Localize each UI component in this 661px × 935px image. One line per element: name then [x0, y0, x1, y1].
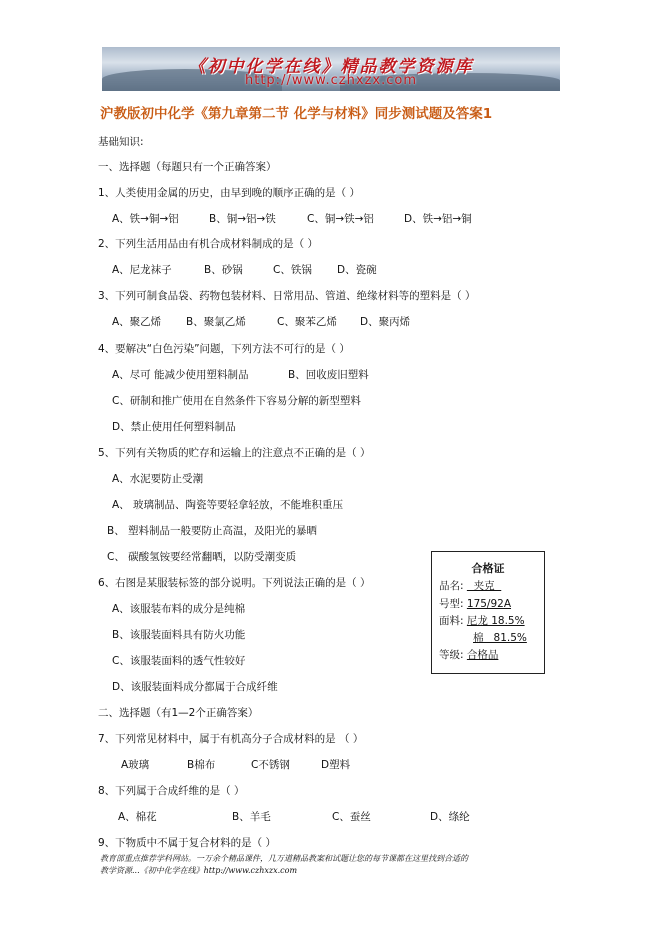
question-5-option-3: B、 塑料制品一般要防止高温，及阳光的暴晒 — [107, 525, 318, 537]
option-d: D、绦纶 — [430, 811, 470, 823]
question-7-stem: 7、下列常见材料中，属于有机高分子合成材料的是 （ ） — [98, 733, 364, 745]
label-row-grade — [439, 647, 498, 662]
question-2-options — [112, 263, 377, 277]
question-4-options-ab — [112, 368, 369, 382]
option-b: B、聚氯乙烯 — [186, 316, 246, 328]
question-1-stem: 1、人类使用金属的历史，由早到晚的顺序正确的是（ ） — [98, 187, 361, 199]
question-5-option-2: A、 玻璃制品、陶瓷等要轻拿轻放，不能堆积重压 — [112, 499, 344, 511]
option-c: C、铜→铁→铝 — [307, 213, 374, 225]
label-value: 棉 81.5% — [473, 632, 527, 644]
label-row-fabric — [439, 613, 525, 628]
label-key: 号型: — [439, 598, 464, 610]
question-8-options — [118, 810, 470, 824]
banner-url[interactable]: http://www.czhxzx.com — [245, 73, 417, 88]
page-footer — [100, 853, 570, 877]
section-basic: 基础知识: — [98, 136, 144, 148]
header-banner — [102, 47, 560, 91]
option-d: D、铁→铝→铜 — [404, 213, 472, 225]
question-7-options — [121, 758, 350, 772]
question-6-option-c: C、该服装面料的透气性较好 — [112, 655, 246, 667]
option-a: A、聚乙烯 — [112, 316, 162, 328]
option-a: A、尽可 能减少使用塑料制品 — [112, 369, 249, 381]
label-value: 合格品 — [466, 649, 499, 661]
question-3-stem: 3、下列可制食品袋、药物包装材料、日常用品、管道、绝缘材料等的塑料是（ ） — [98, 290, 476, 302]
question-6-option-d: D、该服装面料成分都属于合成纤维 — [112, 681, 278, 693]
option-c: C、蚕丝 — [332, 811, 371, 823]
clothing-label-box — [431, 551, 545, 674]
label-value: 175/92A — [466, 598, 512, 610]
footer-line-1: 教育部重点推荐学科网站。一万余个精品课件，几万道精品教案和试题让您的每节课都在这里找到合适的 — [100, 854, 468, 863]
question-9-stem: 9、下物质中不属于复合材料的是（ ） — [98, 837, 277, 849]
question-6-option-a: A、该服装布料的成分是纯棉 — [112, 603, 246, 615]
question-5-option-1: A、水泥要防止受潮 — [112, 473, 204, 485]
option-d: D塑料 — [321, 759, 351, 771]
label-title: 合格证 — [471, 562, 505, 575]
option-c: C不锈钢 — [251, 759, 290, 771]
option-c: C、铁锅 — [273, 264, 312, 276]
label-row-fabric-2 — [473, 630, 527, 645]
question-2-stem: 2、下列生活用品由有机合成材料制成的是（ ） — [98, 238, 319, 250]
question-6-option-b: B、该服装面料具有防火功能 — [112, 629, 246, 641]
question-5-option-4: C、 碳酸氢铵要经常翻晒，以防受潮变质 — [107, 551, 297, 563]
label-key: 品名: — [439, 580, 464, 592]
question-4-option-c: C、研制和推广使用在自然条件下容易分解的新型塑料 — [112, 395, 361, 407]
label-value: 尼龙 18.5% — [466, 615, 525, 627]
question-6-stem: 6、右图是某服装标签的部分说明。下列说法正确的是（ ） — [98, 577, 371, 589]
question-4-stem: 4、要解决“白色污染”问题，下列方法不可行的是（ ） — [98, 343, 350, 355]
question-8-stem: 8、下列属于合成纤维的是（ ） — [98, 785, 245, 797]
option-a: A、尼龙袜子 — [112, 264, 172, 276]
option-b: B、羊毛 — [232, 811, 271, 823]
banner-title: 《初中化学在线》精品教学资源库 — [188, 57, 474, 77]
label-value: 夹克 — [466, 580, 502, 592]
option-c: C、聚苯乙烯 — [277, 316, 337, 328]
option-b: B、铜→铝→铁 — [209, 213, 276, 225]
document-title: 沪教版初中化学《第九章第二节 化学与材料》同步测试题及答案1 — [100, 106, 493, 122]
part2-heading: 二、选择题（有1—2个正确答案） — [98, 707, 259, 719]
option-a: A、铁→铜→铝 — [112, 213, 179, 225]
label-row-name — [439, 578, 501, 593]
option-a: A、棉花 — [118, 811, 157, 823]
option-a: A玻璃 — [121, 759, 150, 771]
part1-heading: 一、选择题（每题只有一个正确答案） — [98, 161, 277, 173]
label-key: 面料: — [439, 615, 464, 627]
question-1-options — [112, 212, 472, 226]
footer-line-2[interactable]: 教学资源...《初中化学在线》http://www.czhxzx.com — [100, 866, 298, 875]
question-3-options — [112, 315, 410, 329]
option-b: B、回收废旧塑料 — [288, 369, 369, 381]
option-d: D、聚丙烯 — [360, 316, 411, 328]
label-row-type — [439, 596, 511, 611]
question-4-option-d: D、禁止使用任何塑料制品 — [112, 421, 236, 433]
label-key: 等级: — [439, 649, 464, 661]
option-b: B、砂锅 — [204, 264, 243, 276]
option-d: D、瓷碗 — [337, 264, 377, 276]
option-b: B棉布 — [187, 759, 216, 771]
question-5-stem: 5、下列有关物质的贮存和运输上的注意点不正确的是（ ） — [98, 447, 371, 459]
